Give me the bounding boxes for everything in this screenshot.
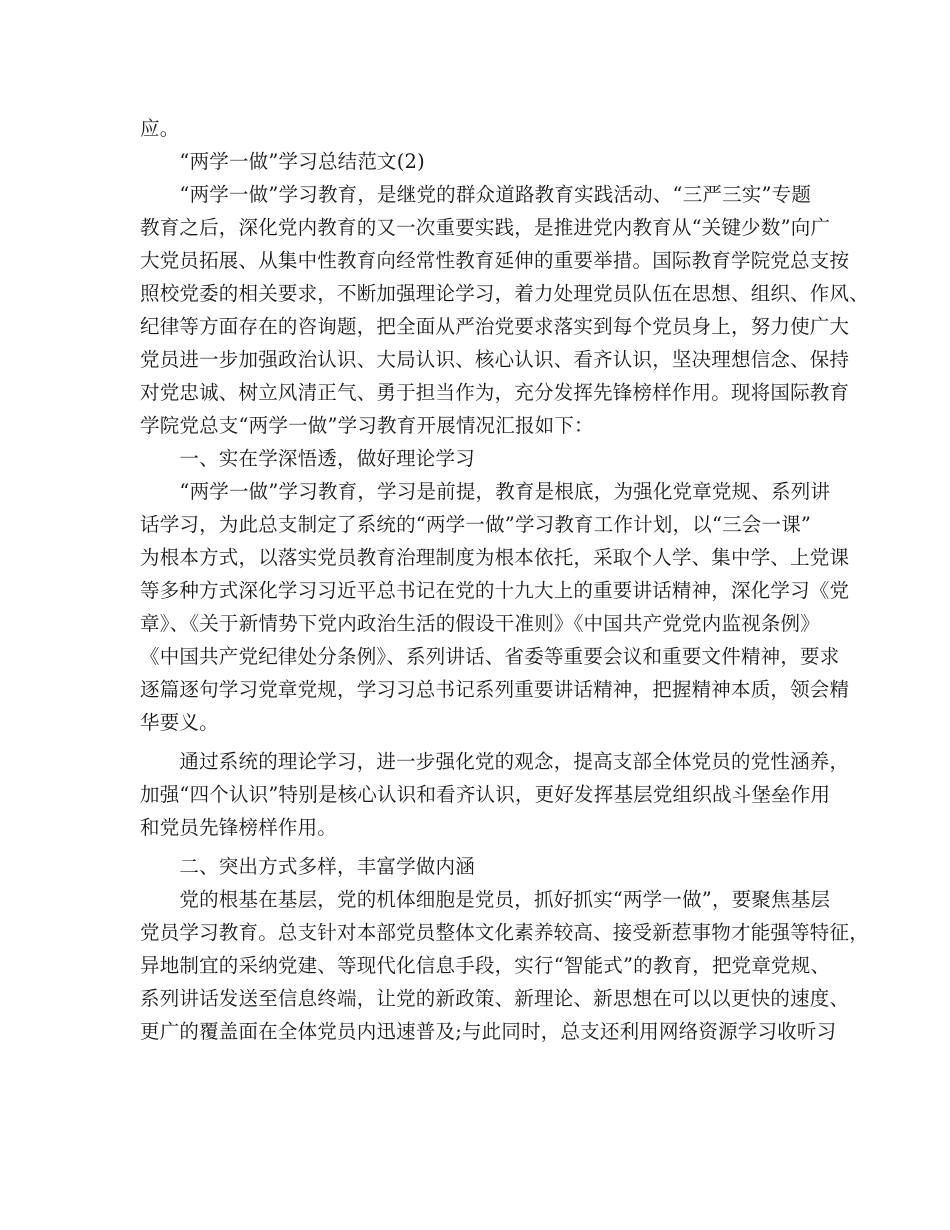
document-body xyxy=(140,112,869,1048)
text-line: 通过系统的理论学习，进一步强化党的观念，提高支部全体党员的党性涵养， xyxy=(140,750,850,773)
text-line: 纪律等方面存在的咨询题，把全面从严治党要求落实到每个党员身上，努力使广大 xyxy=(140,315,850,338)
text-line: 党员进一步加强政治认识、大局认识、核心认识、看齐认识，坚决理想信念、保持 xyxy=(140,348,850,371)
text-line: 华要义。 xyxy=(140,711,219,734)
text-line: 为根本方式，以落实党员教育治理制度为根本依托，采取个人学、集中学、上党课 xyxy=(140,546,850,569)
text-line: 党的根基在基层，党的机体细胞是党员，抓好抓实“两学一做”，要聚焦基层 xyxy=(140,888,831,911)
section-heading: 二、突出方式多样，丰富学做内涵 xyxy=(140,855,475,878)
text-line: 《中国共产党纪律处分条例》、系列讲话、省委等重要会议和重要文件精神，要求 xyxy=(140,645,840,668)
section-heading: 一、实在学深悟透，做好理论学习 xyxy=(140,447,475,470)
text-line: 大党员拓展、从集中性教育向经常性教育延伸的重要举措。国际教育学院党总支按 xyxy=(140,249,850,272)
text-line: 照校党委的相关要求，不断加强理论学习，着力处理党员队伍在思想、组织、作风、 xyxy=(140,282,869,305)
section-title: “两学一做”学习总结范文(2) xyxy=(140,150,425,173)
text-line: 应。 xyxy=(140,117,180,140)
text-line: 加强“四个认识”特别是核心认识和看齐认识，更好发挥基层党组织战斗堡垒作用 xyxy=(140,783,831,806)
text-line: 党员学习教育。总支针对本部党员整体文化素养较高、接受新惹事物才能强等特征， xyxy=(140,921,869,944)
text-line: 教育之后，深化党内教育的又一次重要实践，是推进党内教育从“关键少数”向广 xyxy=(140,216,831,239)
text-line: 异地制宜的采纳党建、等现代化信息手段，实行“智能式”的教育，把党章党规、 xyxy=(140,954,831,977)
text-line: 系列讲话发送至信息终端，让党的新政策、新理论、新思想在可以以更快的速度、 xyxy=(140,987,850,1010)
text-line: 对党忠诚、树立风清正气、勇于担当作为，充分发挥先锋榜样作用。现将国际教育 xyxy=(140,381,850,404)
text-line: 更广的覆盖面在全体党员内迅速普及;与此同时，总支还利用网络资源学习收听习 xyxy=(140,1020,837,1043)
text-line: “两学一做”学习教育，学习是前提，教育是根底，为强化党章党规、系列讲 xyxy=(140,480,831,503)
text-line: 话学习，为此总支制定了系统的“两学一做”学习教育工作计划，以“三会一课” xyxy=(140,513,812,536)
text-line: 和党员先锋榜样作用。 xyxy=(140,816,338,839)
text-line: “两学一做”学习教育，是继党的群众道路教育实践活动、“三严三实”专题 xyxy=(140,183,812,206)
text-line: 逐篇逐句学习党章党规，学习习总书记系列重要讲话精神，把握精神本质，领会精 xyxy=(140,678,850,701)
text-line: 学院党总支“两学一做”学习教育开展情况汇报如下： xyxy=(140,414,594,437)
text-line: 等多种方式深化学习习近平总书记在党的十九大上的重要讲话精神，深化学习《党 xyxy=(140,579,850,602)
text-line: 章》、《关于新情势下党内政治生活的假设干准则》《中国共产党党内监视条例》 xyxy=(140,612,820,635)
